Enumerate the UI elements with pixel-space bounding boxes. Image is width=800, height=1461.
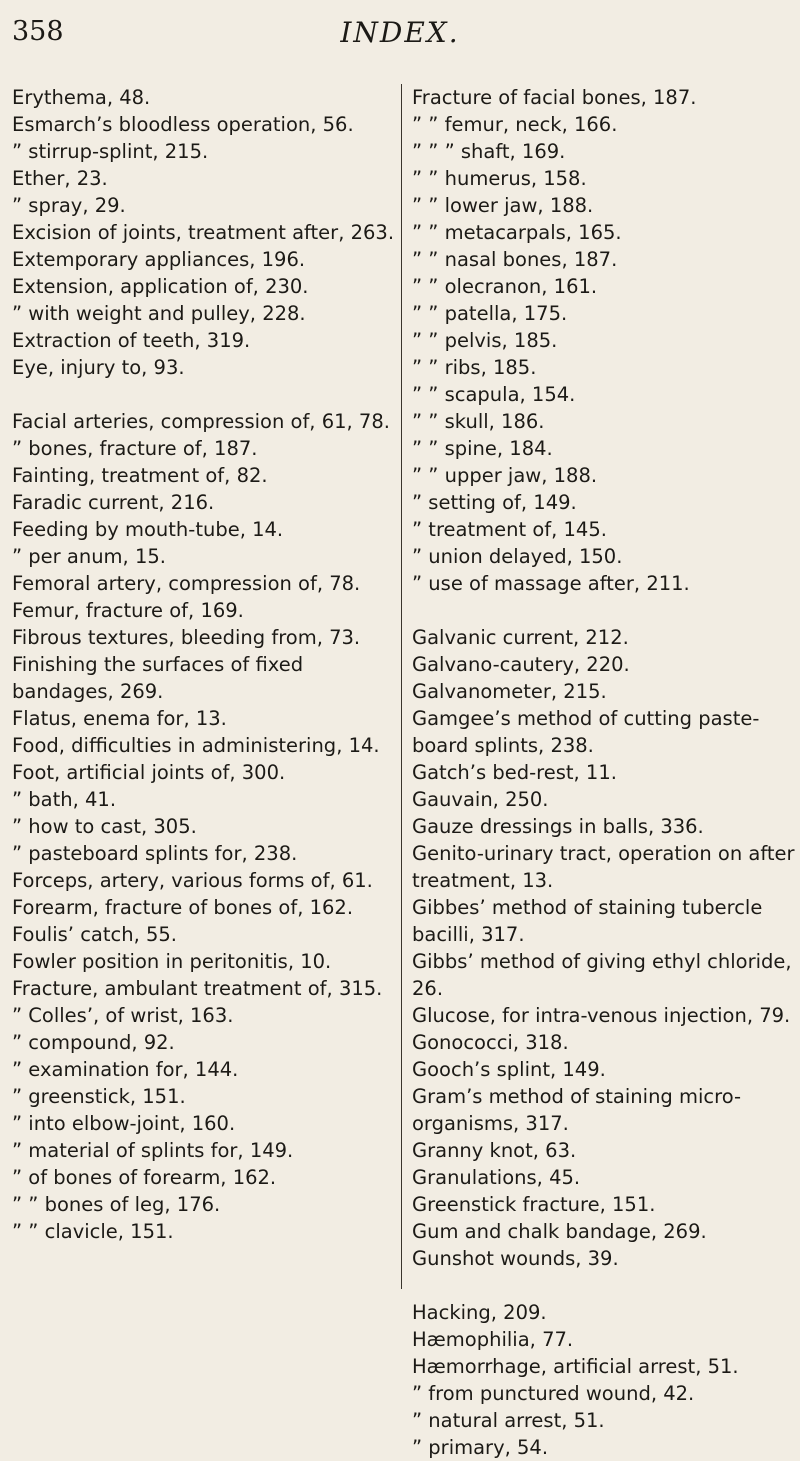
index-entry: Forearm, fracture of bones of, 162. xyxy=(12,896,354,919)
index-entry: Feeding by mouth-tube, 14. xyxy=(12,518,284,541)
running-title: INDEX. xyxy=(340,16,460,49)
index-entry: ” examination for, 144. xyxy=(12,1058,239,1081)
index-entry: Fracture, ambulant treatment of, 315. xyxy=(12,977,383,1000)
index-entry: ” ” ” shaft, 169. xyxy=(412,140,566,163)
index-entry: Gunshot wounds, 39. xyxy=(412,1247,619,1270)
index-entry: Gauze dressings in balls, 336. xyxy=(412,815,704,838)
index-entry: Femur, fracture of, 169. xyxy=(12,599,244,622)
index-entry: ” ” olecranon, 161. xyxy=(412,275,598,298)
index-entry: Hacking, 209. xyxy=(412,1301,547,1324)
index-entry: ” material of splints for, 149. xyxy=(12,1139,294,1162)
index-entry: ” bones, fracture of, 187. xyxy=(12,437,258,460)
index-entry: ” ” humerus, 158. xyxy=(412,167,587,190)
page-header xyxy=(0,14,800,64)
index-entry: Greenstick fracture, 151. xyxy=(412,1193,656,1216)
index-entry: Granny knot, 63. xyxy=(412,1139,577,1162)
index-entry: Excision of joints, treatment after, 263. xyxy=(12,221,395,244)
index-entry: Galvanic current, 212. xyxy=(412,626,629,649)
index-entry: Foot, artificial joints of, 300. xyxy=(12,761,286,784)
index-entry: ” into elbow-joint, 160. xyxy=(12,1112,236,1135)
index-entry: ” ” femur, neck, 166. xyxy=(412,113,618,136)
index-entry: ” ” patella, 175. xyxy=(412,302,568,325)
index-entry: Granulations, 45. xyxy=(412,1166,581,1189)
section-gap xyxy=(12,381,394,408)
page-number: 358 xyxy=(12,16,64,47)
index-entry: ” treatment of, 145. xyxy=(412,518,607,541)
index-entry: ” ” upper jaw, 188. xyxy=(412,464,598,487)
index-entry: Hæmorrhage, artificial arrest, 51. xyxy=(412,1355,739,1378)
index-entry: Finishing the surfaces of fixed bandages, 269. xyxy=(12,653,304,703)
index-entry: ” ” clavicle, 151. xyxy=(12,1220,174,1243)
index-entry: Fracture of facial bones, 187. xyxy=(412,86,697,109)
index-entry: Femoral artery, compression of, 78. xyxy=(12,572,361,595)
index-entry: Fowler position in peritonitis, 10. xyxy=(12,950,332,973)
index-entry: Gibbes’ method of staining tubercle bacilli, 317. xyxy=(412,896,763,946)
index-entry: ” setting of, 149. xyxy=(412,491,577,514)
index-entry: ” how to cast, 305. xyxy=(12,815,197,838)
index-entry: ” stirrup-splint, 215. xyxy=(12,140,209,163)
index-entry: ” with weight and pulley, 228. xyxy=(12,302,306,325)
section-gap xyxy=(412,1272,797,1299)
index-entry: ” compound, 92. xyxy=(12,1031,175,1054)
index-entry: Gum and chalk bandage, 269. xyxy=(412,1220,707,1243)
index-entry: Fibrous textures, bleeding from, 73. xyxy=(12,626,361,649)
index-entry: Hæmophilia, 77. xyxy=(412,1328,574,1351)
index-entry: ” ” scapula, 154. xyxy=(412,383,576,406)
index-entry: ” ” nasal bones, 187. xyxy=(412,248,618,271)
index-entry: Gooch’s splint, 149. xyxy=(412,1058,606,1081)
index-entry: ” ” ribs, 185. xyxy=(412,356,537,379)
index-column-right xyxy=(412,84,797,1461)
index-entry: ” from punctured wound, 42. xyxy=(412,1382,695,1405)
index-entry: ” pasteboard splints for, 238. xyxy=(12,842,298,865)
index-entry: Galvanometer, 215. xyxy=(412,680,607,703)
index-entry: ” ” metacarpals, 165. xyxy=(412,221,622,244)
index-entry: Esmarch’s bloodless operation, 56. xyxy=(12,113,354,136)
index-entry: Gram’s method of staining micro-organisms, 317. xyxy=(412,1085,742,1135)
index-entry: ” ” bones of leg, 176. xyxy=(12,1193,221,1216)
index-column-left xyxy=(12,84,394,1245)
index-entry: ” spray, 29. xyxy=(12,194,126,217)
index-entry: ” natural arrest, 51. xyxy=(412,1409,605,1432)
index-entry: ” per anum, 15. xyxy=(12,545,166,568)
index-entry: ” union delayed, 150. xyxy=(412,545,623,568)
column-divider xyxy=(401,84,402,1289)
index-entry: Extraction of teeth, 319. xyxy=(12,329,251,352)
index-entry: Gauvain, 250. xyxy=(412,788,549,811)
index-entry: Flatus, enema for, 13. xyxy=(12,707,227,730)
index-entry: Foulis’ catch, 55. xyxy=(12,923,178,946)
index-entry: ” primary, 54. xyxy=(412,1436,549,1459)
index-entry: Extemporary appliances, 196. xyxy=(12,248,306,271)
index-entry: Gonococci, 318. xyxy=(412,1031,569,1054)
index-entry: Fainting, treatment of, 82. xyxy=(12,464,268,487)
index-entry: ” ” pelvis, 185. xyxy=(412,329,558,352)
index-entry: Galvano-cautery, 220. xyxy=(412,653,630,676)
index-entry: Erythema, 48. xyxy=(12,86,151,109)
index-entry: ” greenstick, 151. xyxy=(12,1085,186,1108)
section-gap xyxy=(412,597,797,624)
index-entry: ” bath, 41. xyxy=(12,788,117,811)
index-entry: Facial arteries, compression of, 61, 78. xyxy=(12,410,390,433)
index-entry: Glucose, for intra-venous injection, 79. xyxy=(412,1004,791,1027)
index-entry: Gibbs’ method of giving ethyl chloride, 26. xyxy=(412,950,792,1000)
index-entry: Gamgee’s method of cutting paste-board splints, 238. xyxy=(412,707,760,757)
index-entry: Genito-urinary tract, operation on after treatment, 13. xyxy=(412,842,795,892)
index-entry: Eye, injury to, 93. xyxy=(12,356,185,379)
index-entry: ” of bones of forearm, 162. xyxy=(12,1166,277,1189)
index-entry: ” Colles’, of wrist, 163. xyxy=(12,1004,234,1027)
index-entry: Food, difficulties in administering, 14. xyxy=(12,734,380,757)
index-entry: Extension, application of, 230. xyxy=(12,275,309,298)
index-entry: Ether, 23. xyxy=(12,167,108,190)
index-entry: Gatch’s bed-rest, 11. xyxy=(412,761,617,784)
index-entry: Faradic current, 216. xyxy=(12,491,215,514)
index-entry: Forceps, artery, various forms of, 61. xyxy=(12,869,373,892)
index-entry: ” ” spine, 184. xyxy=(412,437,553,460)
index-entry: ” ” skull, 186. xyxy=(412,410,545,433)
index-entry: ” use of massage after, 211. xyxy=(412,572,690,595)
index-entry: ” ” lower jaw, 188. xyxy=(412,194,594,217)
